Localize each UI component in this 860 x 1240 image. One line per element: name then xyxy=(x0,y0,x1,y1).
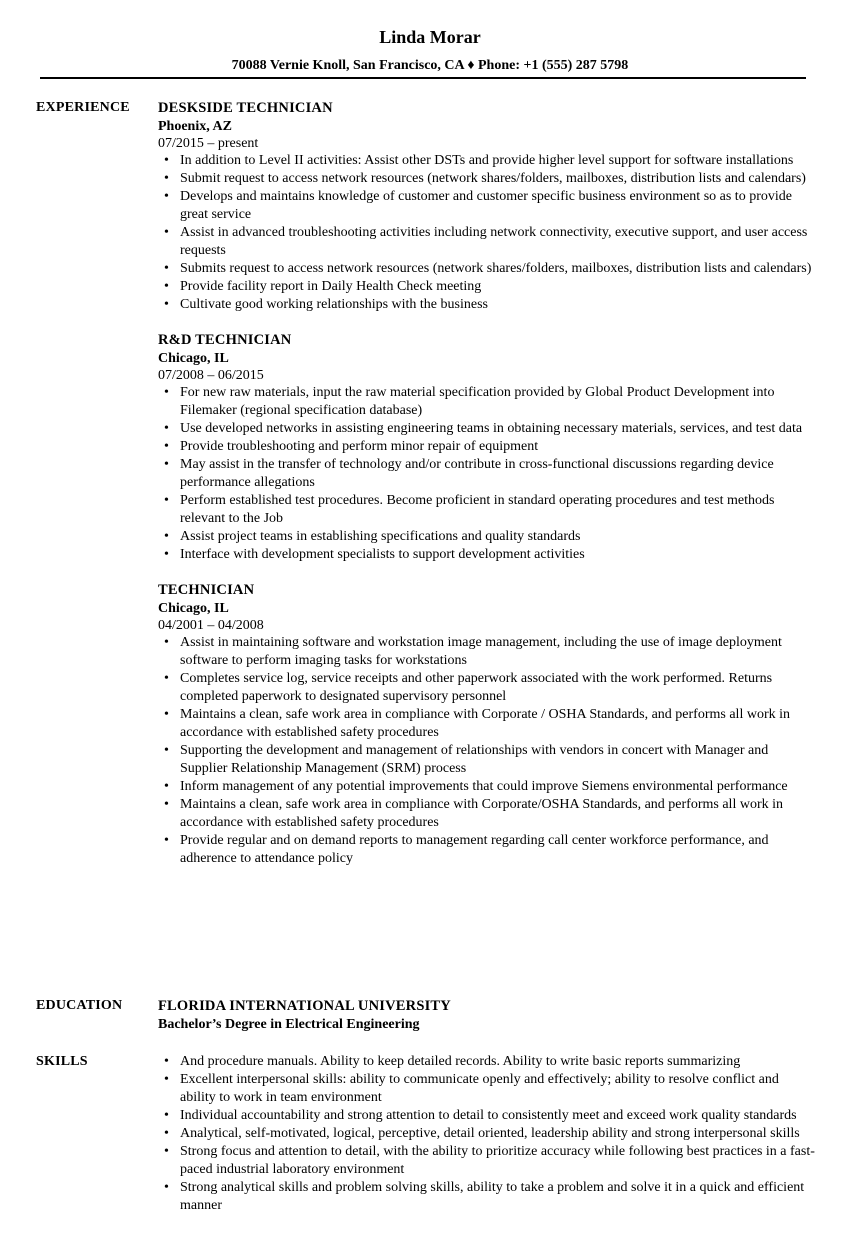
bullet-item: • Maintains a clean, safe work area in compliance with Corporate/OSHA Standards, and performs all work in accordance with established safety procedures xyxy=(158,796,818,832)
bullet-item: • Supporting the development and management of relationships with vendors in concert with Manager and Supplier Relationship Management (SRM) process xyxy=(158,742,818,778)
skills-body xyxy=(158,1053,818,1215)
bullet-item: • Assist project teams in establishing specifications and quality standards xyxy=(158,528,818,546)
bullet-item: • Maintains a clean, safe work area in compliance with Corporate / OSHA Standards, and performs all work in accordance with established safety procedures xyxy=(158,706,818,742)
skill-item: • Analytical, self-motivated, logical, perceptive, detail oriented, leadership ability and strong interpersonal skills xyxy=(158,1125,818,1143)
job-title: TECHNICIAN xyxy=(158,582,255,598)
experience-body xyxy=(158,99,818,885)
bullet-item: • Perform established test procedures. Become proficient in standard operating procedures and test methods relevant to the Job xyxy=(158,492,818,528)
job-location: Phoenix, AZ xyxy=(158,119,232,134)
job-title: R&D TECHNICIAN xyxy=(158,332,292,348)
candidate-name: Linda Morar xyxy=(379,27,481,47)
skill-item: • Individual accountability and strong attention to detail to consistently meet and exceed work quality standards xyxy=(158,1107,818,1125)
section-label-experience: EXPERIENCE xyxy=(36,100,130,115)
job-location: Chicago, IL xyxy=(158,351,229,366)
bullet-item: • Assist in maintaining software and workstation image management, including the use of image deployment software to perform imaging tasks for workstations xyxy=(158,634,818,670)
skill-item: • Strong focus and attention to detail, with the ability to prioritize accuracy while following best practices in a fast-paced industrial laboratory environment xyxy=(158,1143,818,1179)
bullet-item: • For new raw materials, input the raw material specification provided by Global Product Development into Filemaker (regional specification database) xyxy=(158,384,818,420)
section-label-skills: SKILLS xyxy=(36,1054,88,1069)
bullet-item: • Completes service log, service receipts and other paperwork associated with the work performed. Returns completed paperwork to designated supervisory personnel xyxy=(158,670,818,706)
education-body xyxy=(158,997,818,1035)
bullet-item: • Interface with development specialists to support development activities xyxy=(158,546,818,564)
skill-item: • Excellent interpersonal skills: ability to communicate openly and effectively; ability to resolve conflict and ability to work in team environment xyxy=(158,1071,818,1107)
bullet-item: • Inform management of any potential improvements that could improve Siemens environmental performance xyxy=(158,778,818,796)
job-bullets xyxy=(158,634,818,868)
resume-header xyxy=(0,0,860,74)
contact-line: 70088 Vernie Knoll, San Francisco, CA ♦ Phone: +1 (555) 287 5798 xyxy=(231,58,629,73)
job-location: Chicago, IL xyxy=(158,601,229,616)
job-entry xyxy=(158,581,818,868)
job-entry xyxy=(158,99,818,314)
job-title: DESKSIDE TECHNICIAN xyxy=(158,100,333,116)
header-divider xyxy=(40,77,806,79)
section-label-education: EDUCATION xyxy=(36,998,123,1013)
bullet-item: • In addition to Level II activities: Assist other DSTs and provide higher level support for software installations xyxy=(158,152,818,170)
bullet-item: • Submit request to access network resources (network shares/folders, mailboxes, distribution lists and calendars) xyxy=(158,170,818,188)
degree-name: Bachelor’s Degree in Electrical Engineering xyxy=(158,1017,420,1032)
job-entry xyxy=(158,331,818,564)
job-dates: 07/2008 – 06/2015 xyxy=(158,368,264,383)
bullet-item: • Provide troubleshooting and perform minor repair of equipment xyxy=(158,438,818,456)
skill-item: • Strong analytical skills and problem solving skills, ability to take a problem and solve it in a quick and efficient manner xyxy=(158,1179,818,1215)
job-bullets xyxy=(158,152,818,314)
bullet-item: • Provide facility report in Daily Health Check meeting xyxy=(158,278,818,296)
bullet-item: • Use developed networks in assisting engineering teams in obtaining necessary materials, services, and test data xyxy=(158,420,818,438)
job-dates: 04/2001 – 04/2008 xyxy=(158,618,264,633)
bullet-item: • May assist in the transfer of technology and/or contribute in cross-functional discussions regarding device performance allegations xyxy=(158,456,818,492)
bullet-item: • Submits request to access network resources (network shares/folders, mailboxes, distribution lists and calendars) xyxy=(158,260,818,278)
skills-list xyxy=(158,1053,818,1215)
job-dates: 07/2015 – present xyxy=(158,136,259,151)
bullet-item: • Cultivate good working relationships with the business xyxy=(158,296,818,314)
job-bullets xyxy=(158,384,818,564)
school-name: FLORIDA INTERNATIONAL UNIVERSITY xyxy=(158,998,451,1014)
bullet-item: • Assist in advanced troubleshooting activities including network connectivity, executive support, and user access requests xyxy=(158,224,818,260)
bullet-item: • Provide regular and on demand reports to management regarding call center workforce performance, and adherence to attendance policy xyxy=(158,832,818,868)
bullet-item: • Develops and maintains knowledge of customer and customer specific business environment so as to provide great service xyxy=(158,188,818,224)
skill-item: • And procedure manuals. Ability to keep detailed records. Ability to write basic reports summarizing xyxy=(158,1053,818,1071)
